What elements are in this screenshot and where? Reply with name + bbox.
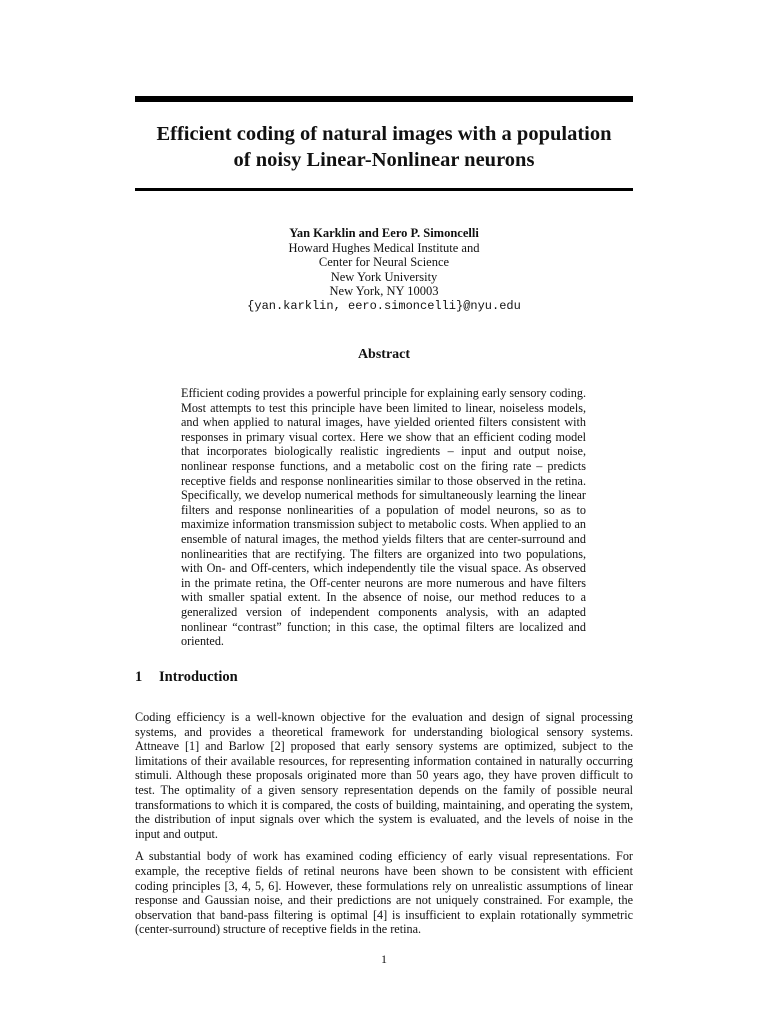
abstract-text: Efficient coding provides a powerful principle for explaining early sensory coding. Most attempts to test this principle have been limited to linear, noiseless models, and when applied to natural images, have yielded oriented filters consistent with responses in primary visual cortex. Here we show that an efficient coding model that incorporates biologically realistic ingredients – input and output noise, nonlinear response functions, and a metabolic cost on the firing rate – predicts receptive fields and response nonlinearities similar to those observed in the retina. Specifically, we develop numerical methods for simultaneously learning the linear filters and response nonlinearities of a population of model neurons, so as to maximize information transmission subject to metabolic costs. When applied to an ensemble of natural images, the method yields filters that are center-surround and nonlinearities that are rectifying. The filters are organized into two populations, with On- and Off-centers, which independently tile the visual space. As observed in the primate retina, the Off-center neurons are more numerous and have filters with smaller spatial extent. In the absence of noise, our method reduces to a generalized version of independent components analysis, with an adapted nonlinear “contrast” function; in this case, the optimal filters are localized and oriented. bbox=[181, 386, 586, 649]
author-email: {yan.karklin, eero.simoncelli}@nyu.edu bbox=[247, 298, 521, 313]
introduction-body bbox=[135, 710, 633, 945]
section-number: 1 bbox=[135, 669, 143, 685]
title-rule-bottom bbox=[135, 188, 633, 191]
section-title: Introduction bbox=[159, 669, 238, 685]
intro-paragraph: A substantial body of work has examined coding efficiency of early visual representations. For example, the receptive fields of retinal neurons have been shown to be consistent with efficient coding principles [3, 4, 5, 6]. However, these formulations rely on unrealistic assumptions of linear response and Gaussian noise, and their predictions are not uniquely constrained. For example, the observation that band-pass filtering is optimal [4] is insufficient to explain rotationally symmetric (center-surround) structure of receptive fields in the retina. bbox=[135, 849, 633, 937]
author-names: Yan Karklin and Eero P. Simoncelli bbox=[289, 226, 479, 240]
title-line-2: of noisy Linear-Nonlinear neurons bbox=[233, 149, 535, 171]
abstract-heading: Abstract bbox=[357, 347, 411, 362]
affiliation-line: New York, NY 10003 bbox=[329, 284, 439, 299]
author-block bbox=[135, 226, 633, 314]
page-number: 1 bbox=[381, 952, 387, 966]
intro-paragraph: Coding efficiency is a well-known objective for the evaluation and design of signal processing systems, and provides a theoretical framework for understanding biological sensory systems. Attneave [1] and Barlow [2] proposed that early sensory systems are optimized, subject to the limitations of their available resources, for representing information contained in naturally occurring stimuli. Although these proposals originated more than 50 years ago, they have proven difficult to test. The optimality of a given sensory representation depends on the family of possible neural transformations to which it is compared, the costs of building, maintaining, and operating the system, the distribution of input signals over which the system is evaluated, and the levels of noise in the input and output. bbox=[135, 710, 633, 841]
affiliation-line: Center for Neural Science bbox=[318, 255, 450, 270]
affiliation-line: Howard Hughes Medical Institute and bbox=[288, 240, 480, 255]
affiliation-line: New York University bbox=[330, 269, 438, 284]
section-heading-introduction bbox=[135, 669, 238, 686]
title-rule-top bbox=[135, 96, 633, 102]
title-line-1: Efficient coding of natural images with a population bbox=[156, 123, 612, 145]
paper-title bbox=[135, 121, 633, 173]
